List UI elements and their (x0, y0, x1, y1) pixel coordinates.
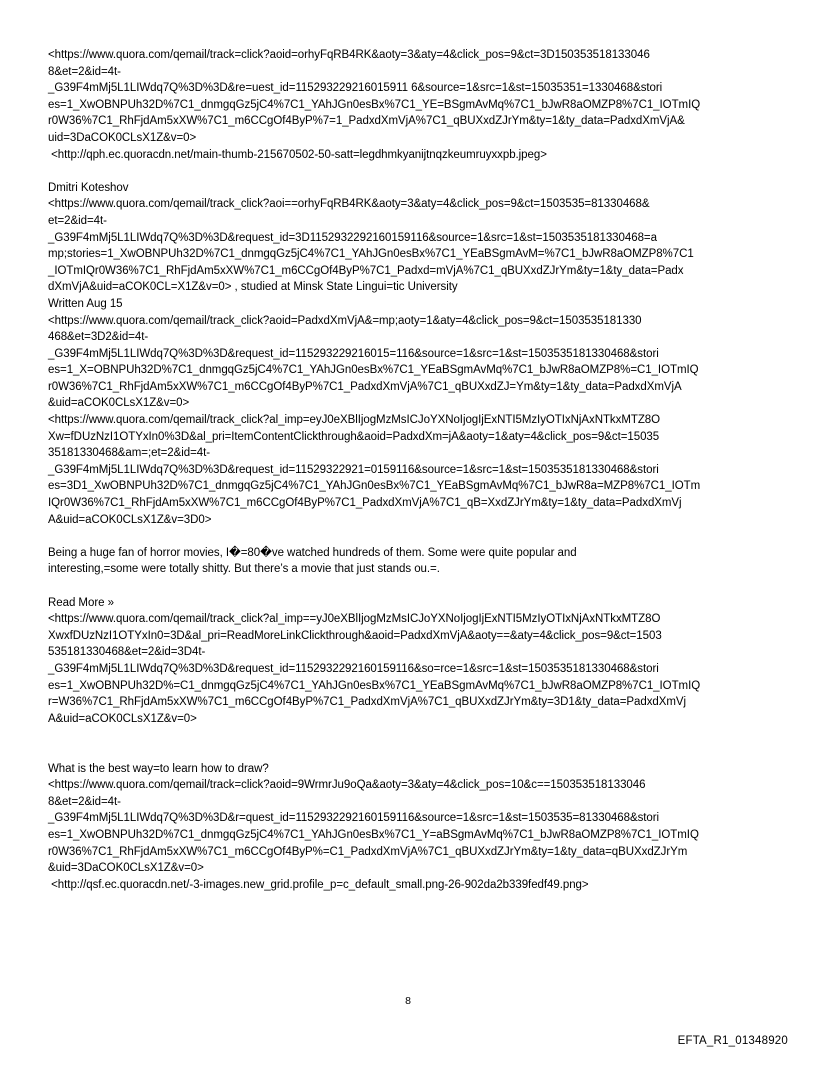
paragraph-spacer (48, 578, 773, 595)
link-text-line: 8&et=2&id=4t- (48, 65, 121, 78)
link-text-line: _G39F4mMj5L1LIWdq7Q%3D%3D&request_id=1152932292160159116&so=rce=1&src=1&st=1503535181330468&stori (48, 662, 659, 675)
link-text-line: _G39F4mMj5L1LIWdq7Q%3D%3D&request_id=115293229216015=116&source=1&src=1&st=1503535181330468&stori (48, 347, 659, 360)
link-text-line: es=1_X=OBNPUh32D%7C1_dnmgqGz5jC4%7C1_YAhJGn0esBx%7C1_YEaBSgmAvMq%7C1_bJwR8aOMZP8%=C1_IOTmIQ (48, 364, 699, 377)
link-text-line: Xw=fDUzNzI1OTYxIn0%3D&al_pri=ItemContentClickthrough&aoid=PadxdXm=jA&aoty=1&aty=4&click_pos=9&ct=15035 (48, 430, 660, 443)
link-text-line: 535181330468&et=2&id=3D4t- (48, 646, 206, 659)
paragraph-spacer (48, 163, 773, 180)
link-text-line: XwxfDUzNzI1OTYxIn0=3D&al_pri=ReadMoreLinkClickthrough&aoid=PadxdXmVjA&aoty==&aty=4&click_pos=9&ct=1503 (48, 629, 662, 642)
link-text-line: <http://qph.ec.quoracdn.net/main-thumb-215670502-50-satt=legdhmkyanijtnqzkeumruyxxpb.jpeg> (48, 148, 547, 161)
link-text-line: uid=3DaCOK0CLsX1Z&v=0> (48, 131, 197, 144)
link-text-line: _G39F4mMj5L1LIWdq7Q%3D%3D&re=uest_id=115293229216015911 6&source=1&src=1&st=15035351=1330468&stori (48, 82, 663, 95)
link-text-line: es=1_XwOBNPUh32D%7C1_dnmgqGz5jC4%7C1_YAhJGn0esBx%7C1_Y=aBSgmAvMq%7C1_bJwR8aOMZP8%7C1_IOTmIQ (48, 828, 699, 841)
paragraph-spacer (48, 528, 773, 545)
text-line: interesting,=some were totally shitty. But there’s a movie that just stands ou.=. (48, 563, 440, 576)
link-text-line: 468&et=3D2&id=4t- (48, 331, 149, 344)
document-id: EFTA_R1_01348920 (677, 1035, 788, 1047)
link-text-line: mp;stories=1_XwOBNPUh32D%7C1_dnmgqGz5jC4%7C1_YAhJGn0esBx%7C1_YEaBSgmAvM=%7C1_bJwR8aOMZP8%7C1 (48, 248, 694, 261)
link-block (48, 47, 773, 163)
link-text-line: Dmitri Koteshov (48, 181, 129, 194)
link-text-line: <https://www.quora.com/qemail/track_click?al_imp=eyJ0eXBlIjogMzMsICJoYXNoIjogIjExNTI5MzIyOTIxNjAxNTkxMTZ8O (48, 414, 661, 427)
page-number: 8 (405, 995, 411, 1007)
link-text-line: 35181330468&am=;et=2&id=4t- (48, 447, 211, 460)
body-paragraph (48, 545, 773, 578)
link-block (48, 595, 773, 728)
link-text-line: A&uid=aCOK0CLsX1Z&v=3D0> (48, 513, 212, 526)
link-text-line: &uid=3DaCOK0CLsX1Z&v=0> (48, 862, 204, 875)
link-text-line: es=1_XwOBNPUh32D%=C1_dnmgqGz5jC4%7C1_YAhJGn0esBx%7C1_YEaBSgmAvMq%7C1_bJwR8aOMZP8%7C1_IOTmIQ (48, 679, 701, 692)
link-text-line: IQr0W36%7C1_RhFjdAm5xXW%7C1_m6CCgOf4ByP%7C1_PadxdXmVjA%7C1_qB=XxdZJrYm&ty=1&ty_data=PadxdXmVj (48, 497, 682, 510)
link-text-line: _G39F4mMj5L1LIWdq7Q%3D%3D&request_id=11529322921=0159116&source=1&src=1&st=1503535181330468&stori (48, 463, 659, 476)
text-line: Being a huge fan of horror movies, I�=80�ve watched hundreds of them. Some were quite popular and (48, 546, 577, 559)
link-text-line: r0W36%7C1_RhFjdAm5xXW%7C1_m6CCgOf4ByP%7=1_PadxdXmVjA%7C1_qBUXxdZJrYm&ty=1&ty_data=PadxdXmVjA& (48, 115, 685, 128)
link-text-line: es=1_XwOBNPUh32D%7C1_dnmgqGz5jC4%7C1_YAhJGn0esBx%7C1_YE=BSgmAvMq%7C1_bJwR8aOMZP8%7C1_IOTmIQ (48, 98, 701, 111)
link-text-line: 8&et=2&id=4t- (48, 795, 121, 808)
link-text-line: et=2&id=4t- (48, 214, 107, 227)
link-text-line: Written Aug 15 (48, 297, 123, 310)
link-text-line: A&uid=aCOK0CLsX1Z&v=0> (48, 712, 197, 725)
link-text-line: _IOTmIQr0W36%7C1_RhFjdAm5xXW%7C1_m6CCgOf4ByP%7C1_Padxd=mVjA%7C1_qBUXxdZJrYm&ty=1&ty_data=Padx (48, 264, 684, 277)
link-block (48, 180, 773, 528)
link-text-line: What is the best way=to learn how to draw? (48, 762, 269, 775)
link-text-line: <https://www.quora.com/qemail/track_click?al_imp==yJ0eXBlIjogMzMsICJoYXNoIjogIjExNTI5MzIyOTIxNjAxNTkxMTZ8O (48, 613, 661, 626)
link-text-line: r0W36%7C1_RhFjdAm5xXW%7C1_m6CCgOf4ByP%=C1_PadxdXmVjA%7C1_qBUXxdZJrYm&ty=1&ty_data=qBUXxdZJrYm (48, 845, 688, 858)
link-text-line: <https://www.quora.com/qemail/track=click?aoid=9WrmrJu9oQa&aoty=3&aty=4&click_pos=10&c==150353518133046 (48, 779, 646, 792)
document-body (48, 47, 773, 893)
link-block (48, 761, 773, 894)
link-text-line: <https://www.quora.com/qemail/track_click?aoi==orhyFqRB4RK&aoty=3&aty=4&click_pos=9&ct=1503535=81330468& (48, 198, 650, 211)
link-text-line: <https://www.quora.com/qemail/track_click?aoid=PadxdXmVjA&=mp;aoty=1&aty=4&click_pos=9&ct=1503535181330 (48, 314, 642, 327)
link-text-line: _G39F4mMj5L1LIWdq7Q%3D%3D&r=quest_id=1152932292160159116&source=1&src=1&st=1503535=81330468&stori (48, 812, 660, 825)
link-text-line: r0W36%7C1_RhFjdAm5xXW%7C1_m6CCgOf4ByP%7C1_PadxdXmVjA%7C1_qBUXxdZJ=Ym&ty=1&ty_data=PadxdXmVjA (48, 380, 682, 393)
link-text-line: <http://qsf.ec.quoracdn.net/-3-images.new_grid.profile_p=c_default_small.png-26-902da2b339fedf49.png> (48, 878, 589, 891)
link-text-line: _G39F4mMj5L1LIWdq7Q%3D%3D&request_id=3D1152932292160159116&source=1&src=1&st=1503535181330468=a (48, 231, 657, 244)
link-text-line: <https://www.quora.com/qemail/track=click?aoid=orhyFqRB4RK&aoty=3&aty=4&click_pos=9&ct=3D150353518133046 (48, 49, 650, 61)
link-text-line: Read More » (48, 596, 114, 609)
paragraph-spacer (48, 727, 773, 760)
link-text-line: dXmVjA&uid=aCOK0CL=X1Z&v=0> , studied at Minsk State Lingui=tic University (48, 281, 458, 294)
link-text-line: es=3D1_XwOBNPUh32D%7C1_dnmgqGz5jC4%7C1_YAhJGn0esBx%7C1_YEaBSgmAvMq%7C1_bJwR8a=MZP8%7C1_IOTm (48, 480, 701, 493)
link-text-line: &uid=aCOK0CLsX1Z&v=0> (48, 397, 190, 410)
link-text-line: r=W36%7C1_RhFjdAm5xXW%7C1_m6CCgOf4ByP%7C1_PadxdXmVjA%7C1_qBUXxdZJrYm&ty=3D1&ty_data=PadxdXmVj (48, 696, 687, 709)
